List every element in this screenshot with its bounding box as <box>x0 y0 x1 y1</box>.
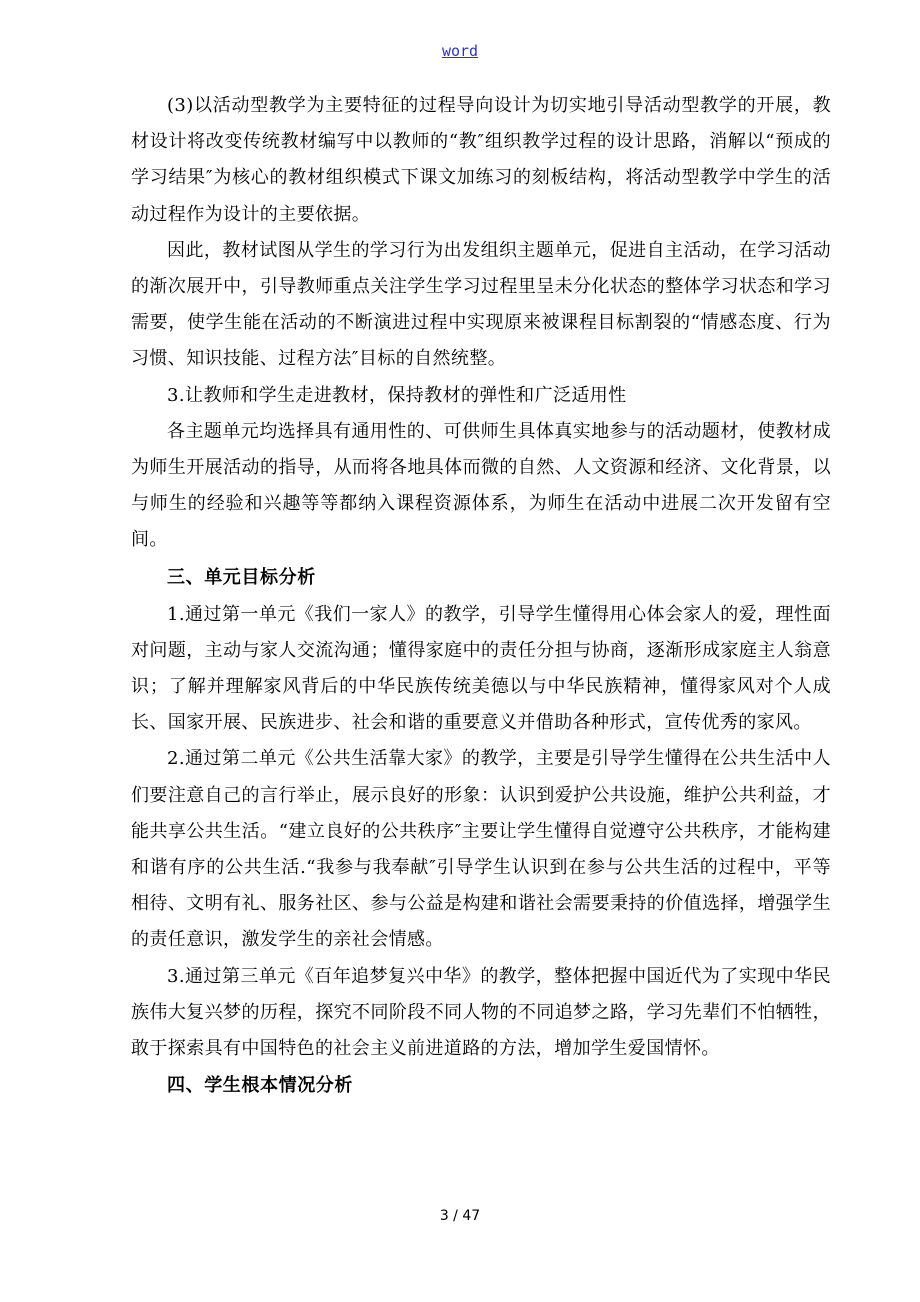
page-number: 3 / 47 <box>439 1208 481 1224</box>
section-heading-unit-goals: 三、单元目标分析 <box>167 566 316 588</box>
paragraph-unit-2: 2.通过第二单元《公共生活靠大家》的教学，主要是引导学生懂得在公共生活中人们要注意自己的言行举止，展示良好的形象：认识到爱护公共设施，维护公共利益，才能共享公共生活。“建立良好的公共秩序″主要让学生懂得自觉遵守公共秩序，才能构建和谐有序的公共生活.“我参与我奉献″引导学生认识到在参与公共生活的过程中，平等相待、文明有礼、服务社区、参与公益是构建和谐社会需要秉持的价值选择，增强学生的责任意识，激发学生的亲社会情感。 <box>131 748 831 951</box>
section-heading-student-analysis: 四、学生根本情况分析 <box>167 1075 353 1097</box>
paragraph-activity-design: (3)以活动型教学为主要特征的过程导向设计为切实地引导活动型教学的开展，教材设计将改变传统教材编写中以教师的“教″组织教学过程的设计思路，消解以“预成的学习结果″为核心的教材组织模式下课文加练习的刻板结构，将活动型教学中学生的活动过程作为设计的主要依据。 <box>131 95 831 225</box>
paragraph-item-3-title: 3.让教师和学生走进教材，保持教材的弹性和广泛适用性 <box>167 384 627 406</box>
document-body <box>131 88 831 1105</box>
paragraph-theme-units: 因此，教材试图从学生的学习行为出发组织主题单元，促进自主活动，在学习活动的渐次展开中，引导教师重点关注学生学习过程里呈未分化状态的整体学习状态和学习需要，使学生能在活动的不断演进过程中实现原来被课程目标割裂的“情感态度、行为习惯、知识技能、过程方法″目标的自然统整。 <box>131 239 831 370</box>
header-word-link[interactable]: word <box>441 42 479 60</box>
paragraph-unit-1: 1.通过第一单元《我们一家人》的教学，引导学生懂得用心体会家人的爱，理性面对问题，主动与家人交流沟通；懂得家庭中的责任分担与协商，逐渐形成家庭主人翁意识；了解并理解家风背后的中华民族传统美德以与中华民族精神，懂得家风对个人成长、国家开展、民族进步、社会和谐的重要意义并借助各种形式，宣传优秀的家风。 <box>131 603 831 734</box>
paragraph-unit-3: 3.通过第三单元《百年追梦复兴中华》的教学，整体把握中国近代为了实现中华民族伟大复兴梦的历程，探究不同阶段不同人物的不同追梦之路，学习先辈们不怕牺牲，敢于探索具有中国特色的社会主义前进道路的方法，增加学生爱国情怀。 <box>131 965 831 1060</box>
paragraph-resources: 各主题单元均选择具有通用性的、可供师生具体真实地参与的活动题材，使教材成为师生开展活动的指导，从而将各地具体而微的自然、人文资源和经济、文化背景，以与师生的经验和兴趣等等都纳入课程资源体系，为师生在活动中进展二次开发留有空间。 <box>131 420 831 551</box>
